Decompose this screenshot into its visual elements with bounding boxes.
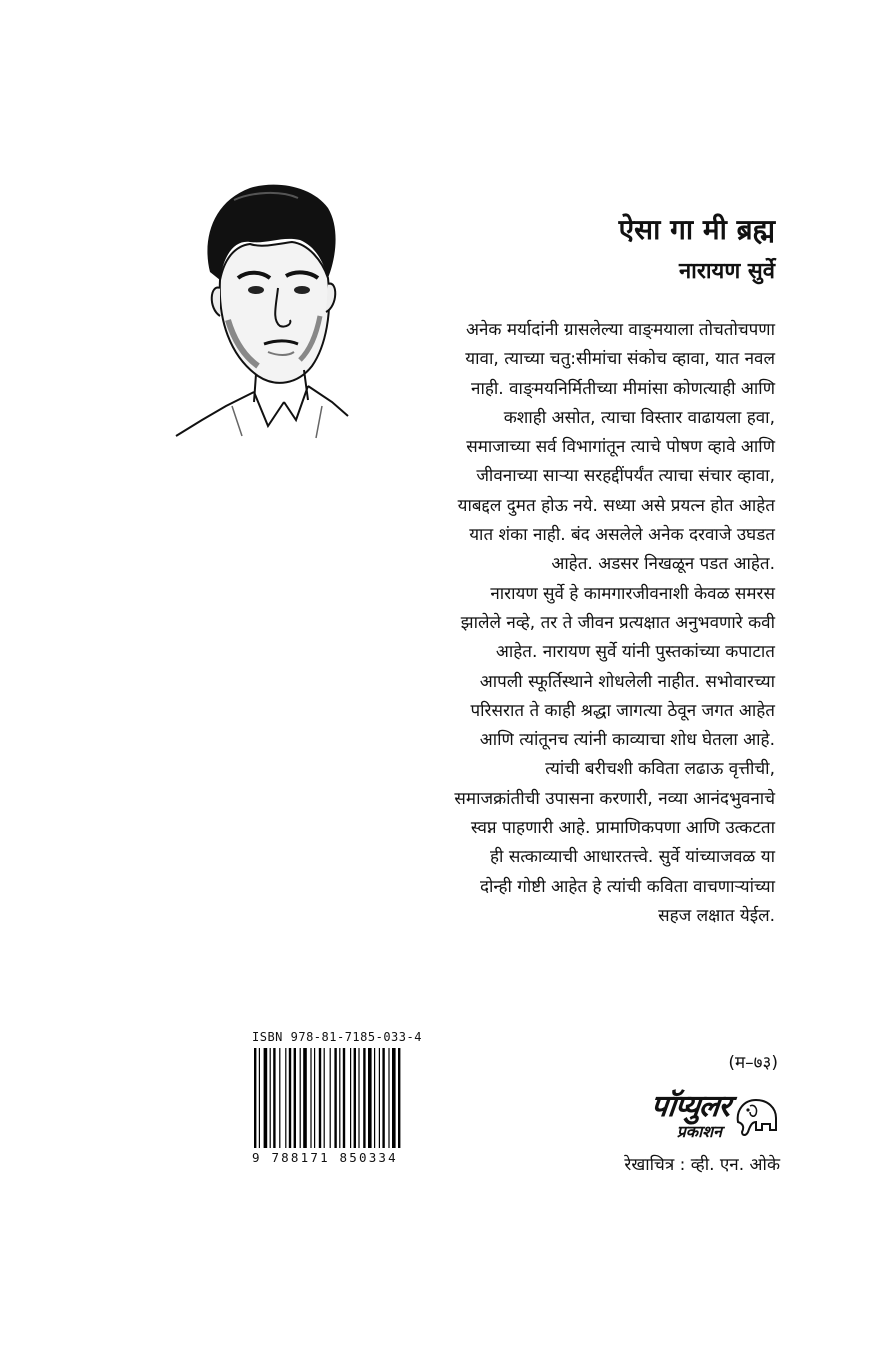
barcode-bar xyxy=(368,1048,372,1148)
blurb-text xyxy=(375,316,775,931)
barcode-bar xyxy=(270,1048,271,1148)
portrait-drawing xyxy=(172,180,352,448)
author-portrait-sketch xyxy=(172,180,352,448)
barcode-bar xyxy=(334,1048,336,1148)
barcode-bar xyxy=(289,1048,291,1148)
illustration-credit: रेखाचित्र : व्ही. एन. ओके xyxy=(624,1155,780,1175)
barcode-bar xyxy=(259,1048,260,1148)
blurb-line: झालेले नव्हे, तर ते जीवन प्रत्यक्षात अनुभवणारे कवी xyxy=(460,612,775,633)
blurb-line: सहज लक्षात येईल. xyxy=(658,905,775,926)
barcode-bar xyxy=(279,1048,280,1148)
isbn-label: ISBN 978-81-7185-033-4 xyxy=(252,1030,422,1044)
blurb-line: आहेत. नारायण सुर्वे यांनी पुस्तकांच्या कपाटात xyxy=(495,642,775,663)
barcode-bar xyxy=(314,1048,315,1148)
isbn-barcode-block xyxy=(252,1030,422,1165)
barcode-bar xyxy=(303,1048,307,1148)
blurb-line: समाजक्रांतीची उपासना करणारी, नव्या आनंदभुवनाचे xyxy=(454,788,775,809)
blurb-line: त्यांची बरीचशी कविता लढाऊ वृत्तीची, xyxy=(545,759,775,780)
barcode-bar xyxy=(264,1048,268,1148)
publisher-subname: प्रकाशन xyxy=(676,1122,722,1141)
barcode-image xyxy=(252,1048,414,1148)
barcode-bar xyxy=(379,1048,380,1148)
blurb-line: कशाही असोत, त्याचा विस्तार वाढायला हवा, xyxy=(503,407,775,428)
barcode-bar xyxy=(330,1048,331,1148)
blurb-line: ही सत्काव्याची आधारतत्त्वे. सुर्वे यांच्याजवळ या xyxy=(489,847,775,868)
blurb-line: आहेत. अडसर निखळून पडत आहेत. xyxy=(551,554,775,575)
barcode-bar xyxy=(310,1048,311,1148)
publisher-name: पॉप्युलर xyxy=(649,1089,732,1124)
barcode-bar xyxy=(382,1048,384,1148)
barcode-bar xyxy=(374,1048,375,1148)
blurb-line: स्वप्न पाहणारी आहे. प्रामाणिकपणा आणि उत्कटता xyxy=(470,818,775,839)
blurb-line: अनेक मर्यादांनी ग्रासलेल्या वाङ्‌मयाला तोचतोचपणा xyxy=(466,320,775,340)
barcode-bar xyxy=(285,1048,286,1148)
blurb-line: नाही. वाङ्‌मयनिर्मितीच्या मीमांसा कोणत्याही आणि xyxy=(471,378,775,399)
barcode-bar xyxy=(343,1048,345,1148)
author-name: नारायण सुर्वे xyxy=(678,259,775,284)
barcode-bar xyxy=(319,1048,321,1148)
barcode-bar xyxy=(363,1048,365,1148)
barcode-bar xyxy=(324,1048,325,1148)
barcode-bar xyxy=(300,1048,301,1148)
barcode-bar xyxy=(254,1048,256,1148)
barcode-bar xyxy=(358,1048,359,1148)
blurb-line: आपली स्फूर्तिस्थाने शोधलेली नाहीत. सभोवारच्या xyxy=(479,671,775,692)
publisher-logo xyxy=(540,1086,780,1146)
barcode-bar xyxy=(273,1048,275,1148)
barcode-digits: 9 788171 850334 xyxy=(252,1150,398,1165)
barcode-bar xyxy=(392,1048,396,1148)
barcode-bar xyxy=(294,1048,296,1148)
barcode-bar xyxy=(339,1048,340,1148)
barcode-bar xyxy=(388,1048,389,1148)
barcode-bar xyxy=(354,1048,356,1148)
blurb-line: जीवनाच्या साऱ्या सरहद्दींपर्यंत त्याचा संचार व्हावा, xyxy=(476,466,775,487)
barcode-bar xyxy=(350,1048,351,1148)
blurb-line: याबद्दल दुमत होऊ नये. सध्या असे प्रयत्न होत आहेत xyxy=(457,495,775,516)
blurb-line: नारायण सुर्वे हे कामगारजीवनाशी केवळ समरस xyxy=(490,583,775,604)
barcode-bar xyxy=(398,1048,400,1148)
blurb-line: यात शंका नाही. बंद असलेले अनेक दरवाजे उघडत xyxy=(469,525,775,546)
book-title: ऐसा गा मी ब्रह्म xyxy=(618,213,775,246)
elephant-icon xyxy=(732,1092,780,1140)
blurb-line: आणि त्यांतूनच त्यांनी काव्याचा शोध घेतला आहे. xyxy=(479,730,775,751)
series-code: (म–७३) xyxy=(728,1053,778,1073)
title-block xyxy=(619,208,775,288)
blurb-line: यावा, त्याच्या चतु:सीमांचा संकोच व्हावा, यात नवल xyxy=(465,349,775,370)
blurb-line: परिसरात ते काही श्रद्धा जागत्या ठेवून जगत आहेत xyxy=(470,700,775,721)
blurb-line: समाजाच्या सर्व विभागांतून त्याचे पोषण व्हावे आणि xyxy=(466,437,775,458)
blurb-line: दोन्ही गोष्टी आहेत हे त्यांची कविता वाचणाऱ्यांच्या xyxy=(479,876,775,897)
